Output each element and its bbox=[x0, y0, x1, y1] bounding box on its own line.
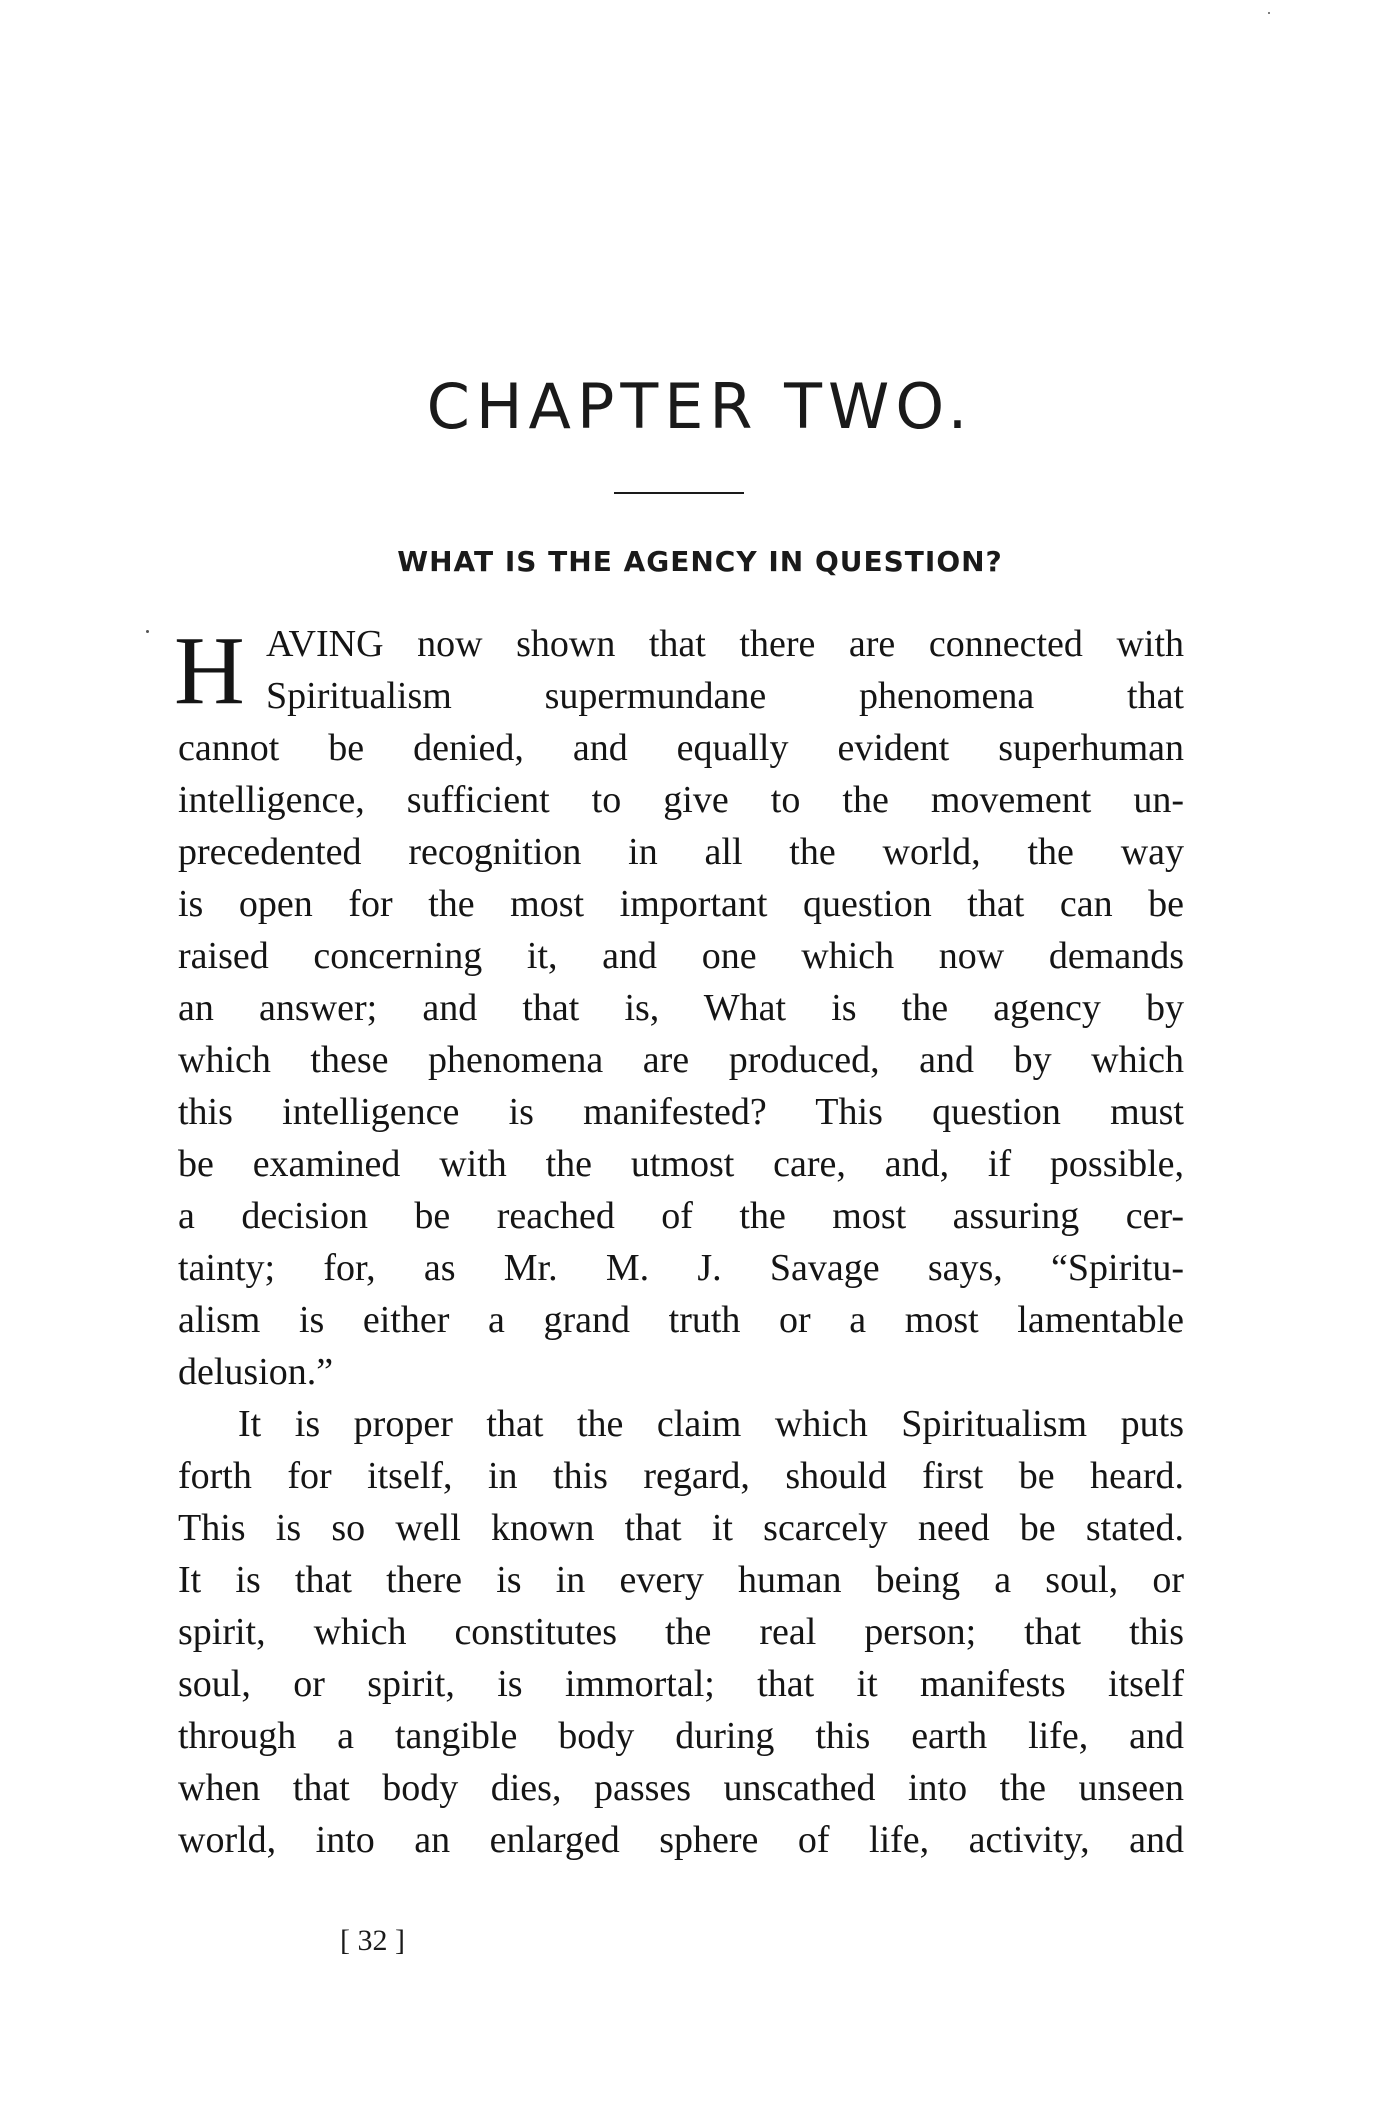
text-line: which these phenomena are produced, and by which bbox=[178, 1039, 1184, 1081]
drop-cap: H bbox=[174, 617, 245, 725]
paragraph-2 bbox=[178, 1398, 1184, 1866]
text-line: AVING now shown that there are connected with bbox=[266, 623, 1184, 665]
text-line: This is so well known that it scarcely need be stated. bbox=[178, 1507, 1184, 1549]
text-line: forth for itself, in this regard, should first be heard. bbox=[178, 1455, 1184, 1497]
text-line: Spiritualism supermundane phenomena that bbox=[266, 675, 1184, 717]
text-line: is open for the most important question that can be bbox=[178, 883, 1184, 925]
paragraph-1 bbox=[178, 618, 1184, 1398]
text-line: a decision be reached of the most assuring cer- bbox=[178, 1195, 1184, 1237]
text-line: spirit, which constitutes the real person; that this bbox=[178, 1611, 1184, 1653]
text-line: world, into an enlarged sphere of life, activity, and bbox=[178, 1819, 1184, 1861]
text-line: be examined with the utmost care, and, if possible, bbox=[178, 1143, 1184, 1185]
text-line: alism is either a grand truth or a most lamentable bbox=[178, 1299, 1184, 1341]
text-line: It is that there is in every human being a soul, or bbox=[178, 1559, 1184, 1601]
text-line: tainty; for, as Mr. M. J. Savage says, “Spiritu- bbox=[178, 1247, 1184, 1289]
page-number: [ 32 ] bbox=[340, 1924, 405, 1957]
chapter-heading: WHAT IS THE AGENCY IN QUESTION? bbox=[397, 545, 1003, 578]
text-line: an answer; and that is, What is the agency by bbox=[178, 987, 1184, 1029]
text-line: precedented recognition in all the world, the way bbox=[178, 831, 1184, 873]
chapter-title: CHAPTER TWO. bbox=[426, 370, 974, 443]
text-line: It is proper that the claim which Spiritualism puts bbox=[238, 1403, 1184, 1445]
text-line: when that body dies, passes unscathed into the unseen bbox=[178, 1767, 1184, 1809]
text-line: delusion.” bbox=[178, 1351, 334, 1393]
title-rule bbox=[614, 492, 744, 494]
text-line: through a tangible body during this earth life, and bbox=[178, 1715, 1184, 1757]
text-line: intelligence, sufficient to give to the movement un- bbox=[178, 779, 1184, 821]
chapter-body bbox=[174, 617, 1184, 1866]
text-line: raised concerning it, and one which now demands bbox=[178, 935, 1184, 977]
text-line: soul, or spirit, is immortal; that it manifests itself bbox=[178, 1663, 1184, 1705]
text-line: cannot be denied, and equally evident superhuman bbox=[178, 727, 1184, 769]
scan-speck bbox=[146, 630, 149, 633]
text-line: this intelligence is manifested? This question must bbox=[178, 1091, 1184, 1133]
scan-speck bbox=[1268, 12, 1270, 14]
